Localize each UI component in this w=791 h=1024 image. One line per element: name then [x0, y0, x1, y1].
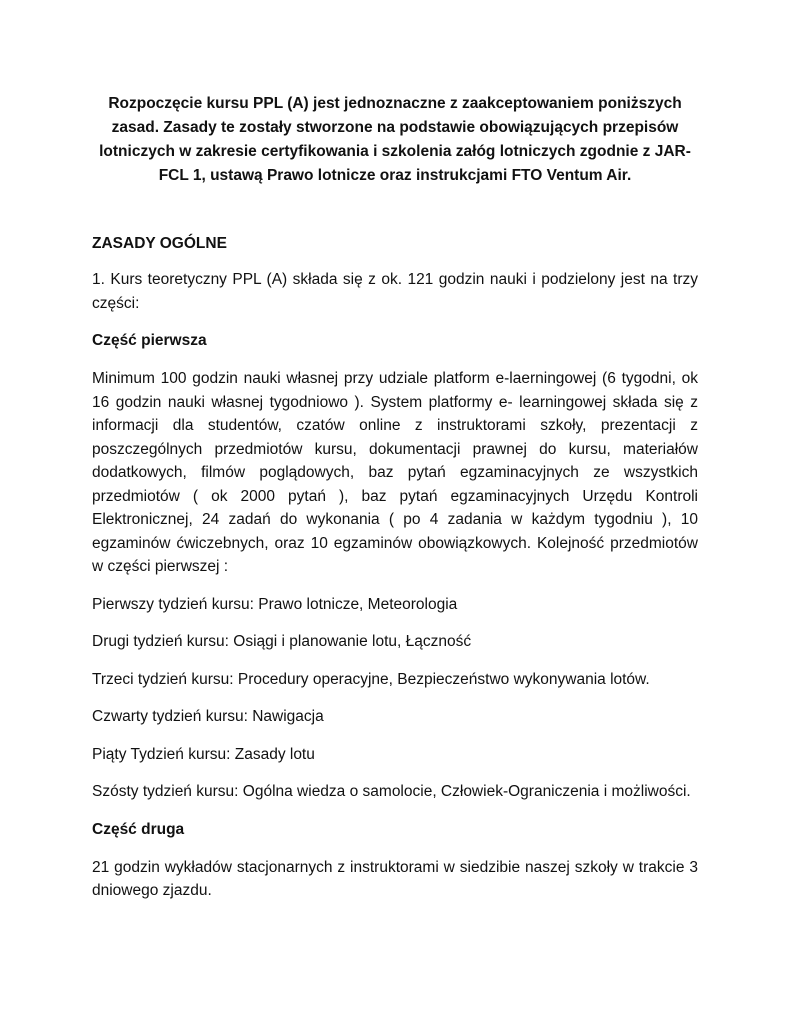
week-label: Piąty Tydzień kursu: — [92, 745, 231, 763]
week-label: Szósty tydzień kursu: — [92, 783, 239, 800]
week-label: Pierwszy tydzień kursu: — [92, 595, 254, 613]
part-two-description: 21 godzin wykładów stacjonarnych z instruktorami w siedzibie naszej szkoły w trakcie 3 dniowego zjazdu. — [92, 858, 698, 899]
week-item-5 — [92, 743, 698, 767]
week-item-2 — [92, 630, 698, 654]
course-structure-paragraph: 1. Kurs teoretyczny PPL (A) składa się z ok. 121 godzin nauki i podzielony jest na trzy części: — [92, 271, 698, 312]
week-subjects: Procedury operacyjne, Bezpieczeństwo wykonywania lotów. — [237, 670, 650, 688]
week-item-3 — [92, 668, 698, 692]
week-schedule-list — [92, 593, 698, 804]
general-rules-heading: ZASADY OGÓLNE — [92, 235, 227, 252]
part-one-heading: Część pierwsza — [92, 332, 207, 349]
week-item-6 — [92, 780, 698, 804]
week-label: Czwarty tydzień kursu: — [92, 708, 248, 725]
week-subjects: Ogólna wiedza o samolocie, Człowiek-Ograniczenia i możliwości. — [242, 783, 691, 800]
intro-paragraph: Rozpoczęcie kursu PPL (A) jest jednoznaczne z zaakceptowaniem poniższych zasad. Zasady te zostały stworzone na podstawie obowiązujących przepisów lotniczych w zakresie certyfikowania i szkolenia załóg lotniczych zgodnie z JAR-FCL 1, ustawą Prawo lotnicze oraz instrukcjami FTO Ventum Air. — [99, 95, 691, 184]
week-label: Trzeci tydzień kursu: — [92, 670, 234, 688]
document-page — [92, 92, 698, 903]
week-subjects: Zasady lotu — [234, 745, 315, 763]
week-subjects: Osiągi i planowanie lotu, Łączność — [233, 633, 472, 650]
week-subjects: Prawo lotnicze, Meteorologia — [258, 595, 458, 613]
week-item-1 — [92, 593, 698, 617]
part-one-description: Minimum 100 godzin nauki własnej przy udziale platform e-laerningowej (6 tygodni, ok 16 godzin nauki własnej tygodniowo ). System platformy e- learningowej składa się z informacji dla studentów, czatów online z instruktorami szkoły, prezentacji z poszczególnych przedmiotów kursu, dokumentacji prawnej do kursu, materiałów dodatkowych, filmów poglądowych, baz pytań egzaminacyjnych ze wszystkich przedmiotów ( ok 2000 pytań ), baz pytań egzaminacyjnych Urzędu Kontroli Elektronicznej, 24 zadań do wykonania ( po 4 zadania w każdym tygodniu ), 10 egzaminów ćwiczebnych, oraz 10 egzaminów obowiązkowych. Kolejność przedmiotów w części pierwszej : — [92, 370, 698, 575]
week-label: Drugi tydzień kursu: — [92, 633, 229, 650]
part-two-heading: Część druga — [92, 820, 185, 838]
week-subjects: Nawigacja — [252, 708, 324, 725]
week-item-4 — [92, 705, 698, 729]
